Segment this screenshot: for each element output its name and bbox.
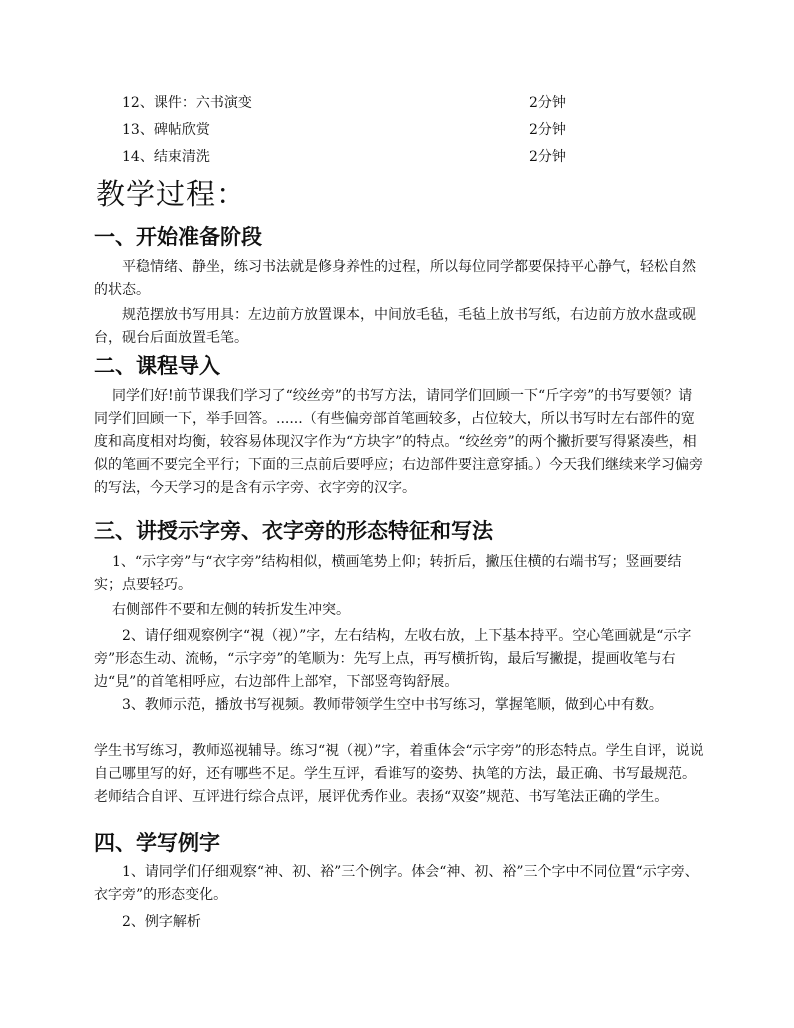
schedule-time: 2分钟 [529,149,566,165]
main-title: 教学过程： [96,177,247,211]
section-heading: 四、学写例字 [94,830,220,855]
paragraph: 1、“示字旁”与“衣字旁”结构相似，横画笔势上仰；转折后，撇压住横的右端书写；竖画要结实；点要轻巧。 [94,554,682,593]
section-heading: 三、讲授示字旁、衣字旁的形态特征和写法 [94,518,493,543]
paragraph: 学生书写练习，教师巡视辅导。练习“視（视）”字，着重体会“示字旁”的形态特点。学生自评，说说自己哪里写的好，还有哪些不足。学生互评，看谁写的姿势、执笔的方法，最正确、书写最规范。老师结合自评、互评进行综合点评，展评优秀作业。表扬“双姿”规范、书写笔法正确的学生。 [94,743,704,805]
paragraph: 规范摆放书写用具：左边前方放置课本，中间放毛毡，毛毡上放书写纸，右边前方放水盘或砚台，砚台后面放置毛笔。 [94,307,696,346]
section-heading: 一、开始准备阶段 [94,224,262,249]
paragraph: 右侧部件不要和左侧的转折发生冲突。 [112,602,350,618]
section-heading: 二、课程导入 [94,353,220,378]
paragraph: 3、教师示范，播放书写视频。教师带领学生空中书写练习，掌握笔顺，做到心中有数。 [122,697,663,713]
schedule-time: 2分钟 [529,122,566,138]
schedule-item: 14、结束清洗 [122,149,210,165]
schedule-item: 12、课件：六书演变 [122,95,252,111]
paragraph: 1、请同学们仔细观察“神、初、裕”三个例字。体会“神、初、裕”三个字中不同位置“示字旁、衣字旁”的形态变化。 [94,864,699,903]
paragraph: 2、例字解析 [122,914,201,930]
paragraph: 平稳情绪、静坐，练习书法就是修身养性的过程，所以每位同学都要保持平心静气，轻松自然的状态。 [94,259,696,298]
paragraph: 同学们好!前节课我们学习了“绞丝旁”的书写方法，请同学们回顾一下“斤字旁”的书写要领？请同学们回顾一下，举手回答。......（有些偏旁部首笔画较多，占位较大，所以书写时左右部件的宽度和高度相对均衡，较容易体现汉字作为“方块字”的特点。“绞丝旁”的两个撇折要写得紧凑些，相似的笔画不要完全平行；下面的三点前后要呼应；右边部件要注意穿插。）今天我们继续来学习偏旁的写法，今天学习的是含有示字旁、衣字旁的汉字。 [94,388,703,496]
paragraph: 2、请仔细观察例字“視（视）”字，左右结构，左收右放，上下基本持平。空心笔画就是“示字旁”形态生动、流畅，“示字旁”的笔顺为：先写上点，再写横折钩，最后写撇提，提画收笔与右边“見”的首笔相呼应，右边部件上部窄，下部竖弯钩舒展。 [94,628,692,690]
schedule-item: 13、碑帖欣赏 [122,122,210,138]
schedule-time: 2分钟 [529,95,566,111]
